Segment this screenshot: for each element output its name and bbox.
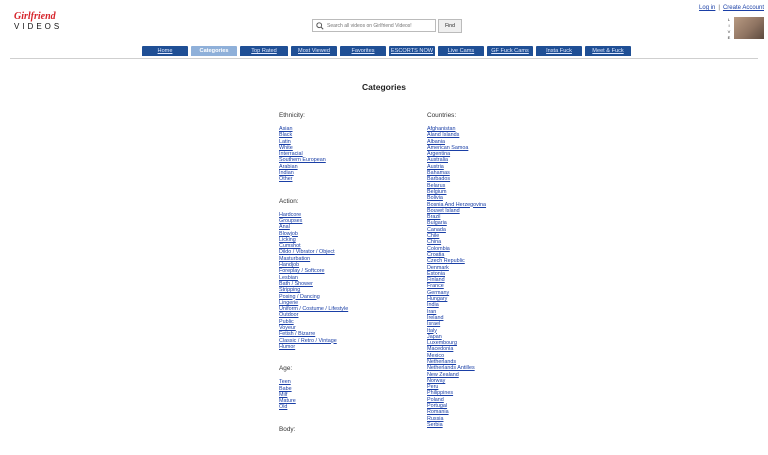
right-category-column [427, 112, 547, 443]
category-link[interactable]: Colombia [427, 245, 450, 252]
spacer [427, 119, 547, 126]
category-link[interactable]: Portugal [427, 403, 448, 410]
category-section [427, 112, 547, 428]
create-account-link[interactable]: Create Account [722, 5, 764, 11]
category-link[interactable]: Ireland [427, 314, 444, 321]
category-link[interactable]: Arabian [279, 163, 298, 170]
category-link[interactable]: Barbados [427, 176, 451, 183]
category-link[interactable]: Denmark [427, 264, 449, 271]
category-link[interactable]: Macedonia [427, 346, 454, 353]
category-link[interactable]: Peru [427, 384, 439, 391]
category-link[interactable]: Anal [279, 224, 290, 231]
category-link[interactable]: Black [279, 132, 293, 139]
spacer [279, 372, 399, 379]
live-letter: L [727, 17, 731, 22]
category-link[interactable]: India [427, 302, 439, 309]
category-section [279, 198, 399, 351]
category-link[interactable]: Babe [279, 385, 292, 392]
tab-most-viewed[interactable]: Most Viewed [291, 46, 337, 56]
category-link[interactable]: Masturbation [279, 255, 311, 262]
live-letter: E [727, 35, 731, 40]
category-link[interactable]: Foreplay / Softcore [279, 268, 325, 275]
tab-favorites[interactable]: Favorites [340, 46, 386, 56]
category-link[interactable]: White [279, 144, 293, 151]
category-link[interactable]: Philippines [427, 390, 454, 397]
live-cam-thumbnail[interactable] [734, 17, 764, 39]
page-title: Categories [362, 82, 406, 92]
category-link[interactable]: Bolivia [427, 195, 443, 202]
category-link[interactable]: Old [279, 404, 288, 411]
category-link[interactable]: China [427, 239, 442, 246]
category-link[interactable]: Cumshot [279, 243, 301, 250]
tab-insta-fuck[interactable]: Insta Fuck [536, 46, 582, 56]
tab-live-cams[interactable]: Live Cams [438, 46, 484, 56]
category-link[interactable]: Australia [427, 157, 448, 164]
category-link[interactable]: Croatia [427, 251, 445, 258]
logo-girlfriend: Girlfriend [14, 11, 56, 22]
section-heading: Ethnicity: [279, 112, 305, 119]
search-input[interactable] [327, 23, 427, 29]
search-icon [316, 22, 324, 30]
category-link[interactable]: Milf [279, 391, 288, 398]
tab-escorts-now[interactable]: ESCORTS NOW [390, 48, 434, 54]
category-link[interactable]: Belgium [427, 188, 447, 195]
category-link[interactable]: American Samoa [427, 144, 469, 151]
spacer [279, 205, 399, 212]
category-link[interactable]: Other [279, 176, 293, 183]
find-button[interactable]: Find [438, 19, 462, 33]
category-link[interactable]: Blowjob [279, 230, 298, 237]
tab-gf-fuck-cams[interactable]: GF Fuck Cams [487, 46, 533, 56]
category-link[interactable]: Czech Republic [427, 258, 465, 265]
category-link[interactable]: Serbia [427, 421, 443, 428]
category-link[interactable]: Bulgaria [427, 220, 447, 227]
category-link[interactable]: Luxembourg [427, 340, 457, 347]
tab-categories[interactable]: Categories [191, 46, 237, 56]
category-link[interactable]: Bahamas [427, 170, 450, 177]
spacer [279, 119, 399, 126]
category-link[interactable]: Norway [427, 377, 446, 384]
category-link[interactable]: Mature [279, 398, 296, 405]
tab-top-rated[interactable]: Top Rated [240, 46, 288, 56]
logo-videos: VIDEOS [14, 22, 63, 31]
category-link[interactable]: Bath / Shower [279, 280, 313, 287]
category-link[interactable]: Voyeur [279, 325, 296, 332]
category-link[interactable]: Uniform / Costume / Lifestyle [279, 306, 349, 313]
category-section [279, 426, 399, 440]
category-link[interactable]: Licking [279, 236, 296, 243]
category-link[interactable]: Iran [427, 308, 437, 315]
category-link[interactable]: Netherlands [427, 358, 457, 365]
category-section [279, 365, 399, 410]
main-nav [0, 46, 768, 56]
category-link[interactable]: Belarus [427, 182, 446, 189]
category-link[interactable]: Outdoor [279, 312, 299, 319]
category-link[interactable]: Teen [279, 379, 291, 386]
section-heading: Countries: [427, 112, 457, 119]
category-link[interactable]: Indian [279, 170, 294, 177]
section-heading: Age: [279, 365, 293, 373]
tab-home[interactable]: Home [142, 46, 188, 56]
category-link[interactable]: Posing / Dancing [279, 293, 320, 300]
category-link[interactable]: Afghanistan [427, 126, 456, 132]
category-link[interactable]: Groupsex [279, 217, 303, 224]
category-link[interactable]: Dildo / Vibrator / Object [279, 249, 335, 256]
category-link[interactable]: Brazil [427, 214, 441, 221]
category-link[interactable]: Chile [427, 233, 440, 240]
category-link[interactable]: Mexico [427, 352, 445, 359]
category-link[interactable]: Lesbian [279, 274, 298, 281]
spacer [279, 433, 399, 440]
category-link[interactable]: Romania [427, 409, 449, 416]
account-links [699, 5, 764, 11]
category-link[interactable]: Handjob [279, 262, 300, 269]
divider [10, 58, 758, 59]
category-link[interactable]: Lingerie [279, 299, 299, 306]
category-link[interactable]: Stripping [279, 287, 301, 294]
category-link[interactable]: Argentina [427, 151, 451, 158]
category-link[interactable]: Humor [279, 343, 296, 350]
category-link[interactable]: Hungary [427, 296, 448, 303]
category-section [279, 112, 399, 183]
category-link[interactable]: Southern European [279, 157, 326, 164]
site-logo[interactable] [14, 12, 62, 31]
live-label [727, 17, 731, 41]
category-link[interactable]: Latin [279, 138, 291, 145]
category-link[interactable]: Hardcore [279, 211, 302, 218]
section-heading: Action: [279, 197, 299, 205]
category-link[interactable]: Aland Islands [427, 132, 460, 139]
category-link[interactable]: Fetish / Bizarre [279, 331, 316, 338]
category-link[interactable]: New Zealand [427, 371, 459, 378]
category-link[interactable]: Canada [427, 226, 446, 233]
category-link[interactable]: Austria [427, 163, 444, 170]
category-link[interactable]: Italy [427, 327, 437, 334]
account-separator: | [718, 5, 720, 11]
category-link[interactable]: Netherlands Antilles [427, 365, 475, 372]
category-link[interactable]: Germany [427, 289, 450, 296]
category-link[interactable]: Israel [427, 321, 441, 328]
search-box[interactable] [312, 19, 436, 32]
category-link[interactable]: Poland [427, 396, 444, 403]
category-link[interactable]: France [427, 283, 444, 290]
category-link[interactable]: Bosnia And Herzegovina [427, 201, 487, 208]
login-link[interactable]: Log in [699, 5, 716, 11]
category-link[interactable]: Japan [427, 333, 442, 340]
category-link[interactable]: Asian [279, 126, 293, 132]
category-link[interactable]: Interracial [279, 151, 303, 158]
category-link[interactable]: Bouvet Island [427, 207, 460, 214]
category-link[interactable]: Estonia [427, 270, 445, 277]
left-category-column [279, 112, 399, 455]
category-link[interactable]: Finland [427, 277, 445, 284]
category-link[interactable]: Albania [427, 138, 445, 145]
category-link[interactable]: Classic / Retro / Vintage [279, 337, 337, 344]
category-link[interactable]: Russia [427, 415, 444, 422]
section-heading: Body: [279, 425, 296, 433]
category-link[interactable]: Public [279, 318, 294, 325]
live-letter: V [727, 29, 731, 34]
live-letter: I [728, 23, 730, 28]
tab-meet-fuck[interactable]: Meet & Fuck [585, 46, 631, 56]
